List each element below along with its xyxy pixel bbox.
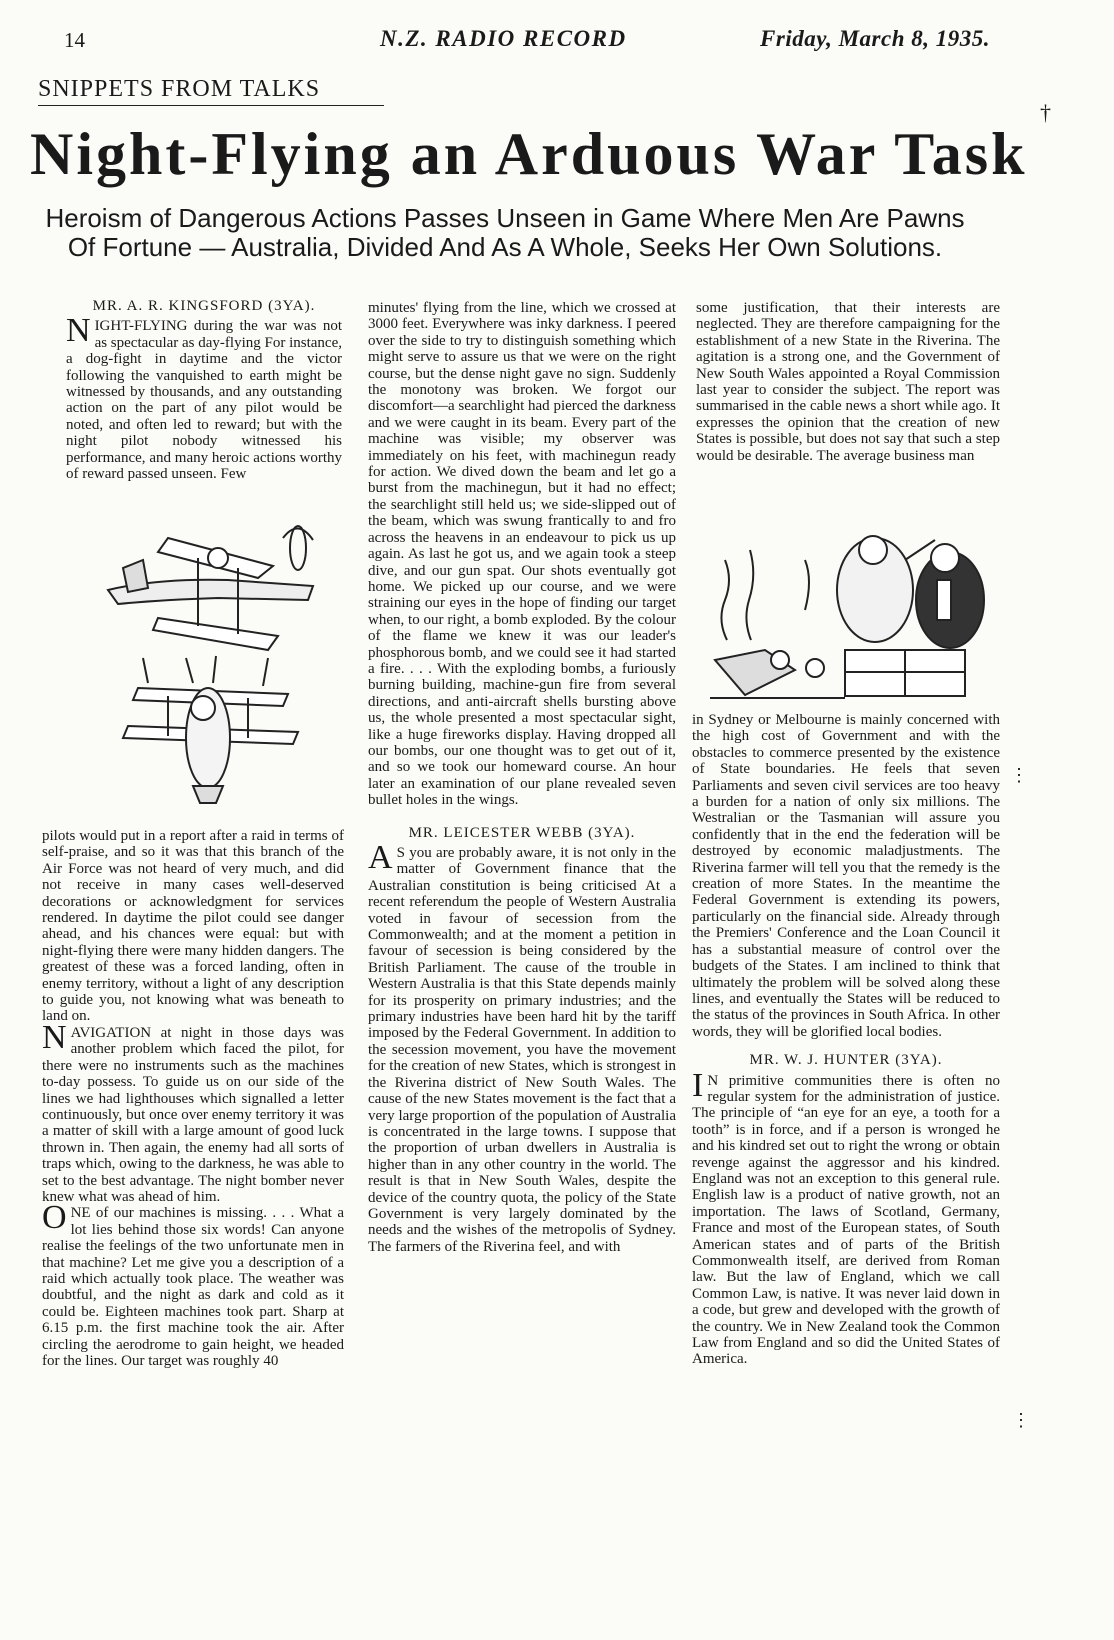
kingsford-para-4: ONE of our machines is missing. . . . What a lot lies behind those six words! Can anyone realise the feelings of the two unfortunate men in that machine? Let me give you a description of a raid which actually took place. The weather was doubtful, and the night as dark and cold as it could be. Eighteen machines took part. Sharp at 6.15 p.m. the first machine took the air. After circling the aerodrome to gain height, we headed for the lines. Our target was roughly 40 bbox=[42, 1199, 344, 1369]
hunter-para-1: I N primitive communities there is often no regular system for the administration of justice. The principle of “an eye for an eye, a tooth for a tooth” is in force, and if a person is wronged he and his kindred set out to right the wrong or obtain revenge against the aggressor and his kindred. England was not an exception to this general rule. English law is a product of native growth, not an importation. The laws of Scotland, Germany, France and most of the European states, of South American states and of parts of the British Commonwealth itself, are derived from Roman law. But the law of England, which we call Common Law, is native. It was never laid down in a code, but grew and developed with the growth of the country. We in New Zealand took the Common Law from England and so did the United States of America. bbox=[692, 1066, 1000, 1368]
byline-hunter: MR. W. J. HUNTER (3YA). bbox=[749, 1052, 943, 1069]
byline-webb: MR. LEICESTER WEBB (3YA). bbox=[408, 824, 636, 841]
column-3-bottom bbox=[692, 712, 1000, 1368]
margin-mark: † bbox=[1040, 100, 1051, 125]
kingsford-para-2: pilots would put in a report after a raid in terms of self-praise, and so it was that this branch of the Air Force was not heard of very much, and did not receive in many cases well-deserved decorations or acknowledgment for services rendered. In daytime the pilot could see danger ahead, and his chances were equal: but with night-flying there were many hidden dangers. The greatest of these was a forced landing, often in enemy territory, without a light of any description to guide you, not knowing what was beneath to land on. bbox=[42, 828, 344, 1025]
byline-kingsford: MR. A. R. KINGSFORD (3YA). bbox=[92, 298, 316, 314]
column-3-top bbox=[696, 300, 1000, 464]
margin-mark: ⋮ bbox=[1010, 765, 1028, 785]
kingsford-para-1: NIGHT-FLYING during the war was not as spectacular as day-flying For instance, a dog-fight in daytime and the victor following the vanquished to earth might be witnessed by thousands, and any outstanding action on the part of any pilot would be noted, and often led to reward; but with the night pilot nobody witnessed his performance, and many heroic actions worthy of reward passed unseen. Few bbox=[66, 312, 342, 483]
drop-cap: N bbox=[42, 1018, 67, 1056]
margin-mark: ⋮ bbox=[1012, 1410, 1030, 1430]
issue-date: Friday, March 8, 1935. bbox=[760, 26, 990, 51]
column-2 bbox=[368, 300, 676, 1255]
biplane-cartoon-illustration bbox=[98, 508, 340, 808]
column-1-bottom bbox=[42, 828, 344, 1369]
page-number: 14 bbox=[64, 28, 85, 52]
subheadline: Heroism of Dangerous Actions Passes Unseen in Game Where Men Are Pawns Of Fortune — Australia, Divided And As A Whole, Seeks Her Own Solutions. bbox=[45, 203, 965, 262]
publication-title: N.Z. RADIO RECORD bbox=[380, 26, 627, 51]
headline: Night-Flying an Arduous War Task bbox=[30, 121, 1028, 187]
kingsford-para-5: minutes' flying from the line, which we crossed at 3000 feet. Everywhere was inky darkness. I peered over the side to try to distinguish something which might serve to assure us that we were on the right course, but the dense night gave no sign. Suddenly the monotony was broken. We forgot our discomfort—a searchlight had pierced the darkness and we were caught in its beam. Every part of the machine was visible; my observer was immediately on his feet, with machinegun ready for action. We dived down the beam and let go a burst from the machinegun, but it had no effect; the searchlight still held us; we side-slipped out of the beam, which was swung frantically to and fro across the heavens in an endeavour to pick us up again. As last he got us, and we again took a steep dive, and our gun spat. Our shots eventually got home. We picked up our course, and we were straining our eyes in the hope of finding our target when, to our right, a bomb exploded. By the colour of the flame we knew it was our leader's phosphorous bomb, and we could see it had started a fire. . . . With the exploding bombs, a furiously burning building, machine-gun fire from several directions, and anti-aircraft shells bursting above us, the whole presented a most spectacular sight, like a huge fireworks display. Having dropped all our bombs, our one thought was to get out of it, and so we took our homeward course. An hour later an examination of our plane revealed seven bullet holes in the wings. bbox=[368, 300, 676, 809]
drop-cap: O bbox=[42, 1199, 67, 1237]
drop-cap: I bbox=[692, 1066, 704, 1104]
webb-para-2: some justification, that their interests are neglected. They are therefore campaigning for the establishment of a new State in the Riverina. The agitation is a strong one, and the Government of New South Wales appointed a Royal Commission last year to consider the subject. The report was summarised in the cable news a short while ago. It expresses the opinion that the creation of new States is possible, but does not say that such a step would be desirable. The average business man bbox=[696, 300, 1000, 464]
drop-cap: N bbox=[66, 312, 91, 350]
webb-para-3: in Sydney or Melbourne is mainly concerned with the high cost of Government and with the obstacles to commerce presented by the existence of State boundaries. He feels that seven Parliaments and seven civil services are too heavy a burden for a nation of only six millions. The Westralian or the Tasmanian will assure you confidently that in the end the federation will be destroyed by economic maladjustments. The Riverina farmer will tell you that the remedy is the creation of more States. In the meantime the Federal Government is extending its powers, particularly on the financial side. Already through the Premiers' Conference and the Loan Council it has a substantial measure of control over the budgets of the States. I am inclined to think that ultimately the problem will be solved along these lines, and eventually the States will be reduced to the status of the provinces in South Africa. In other words, they will be glorified local bodies. bbox=[692, 712, 1000, 1040]
webb-para-1: A S you are probably aware, it is not only in the matter of Government finance that the Australian constitution is being criticised At a recent referendum the people of Western Australia voted in favour of secession from the Commonwealth; and at the moment a petition in favour of secession is being considered by the British Parliament. The cause of the trouble in Western Australia is that this State depends mainly for its prosperity on primary industries; and the primary industries have been hard hit by the tariff imposed by the Federal Government. In addition to the secession movement, you have the movement for the creation of new States, which is strongest in the Riverina district of New South Wales. The cause of the new States movement is the fact that a very large proportion of the population of Australia is concentrated in the large towns. I suppose that the proportion of urban dwellers in Australia is higher than in any other country in the world. The result is that in New South Wales, despite the device of the country quota, the policy of the State Government is very largely dominated by the needs and the wishes of the metropolis of Sydney. The farmers of the Riverina feel, and with bbox=[368, 839, 676, 1255]
businessmen-cartoon-illustration bbox=[705, 520, 995, 705]
column-1-top bbox=[66, 298, 342, 482]
kingsford-para-3: NAVIGATION at night in those days was another problem which faced the pilot, for there were no instruments such as the machines to-day possess. To guide us on our side of the lines we had lighthouses which signalled a letter continuously, but once over enemy territory it was a matter of skill with a large amount of good luck thrown in. Then again, the enemy had all sorts of traps which, owing to the darkness, he was able to set to the best advantage. The night bomber never knew what was ahead of him. bbox=[42, 1018, 344, 1205]
section-label: SNIPPETS FROM TALKS bbox=[38, 76, 321, 102]
section-rule bbox=[38, 105, 384, 106]
drop-cap: A bbox=[368, 839, 393, 876]
page-header bbox=[40, 26, 990, 56]
